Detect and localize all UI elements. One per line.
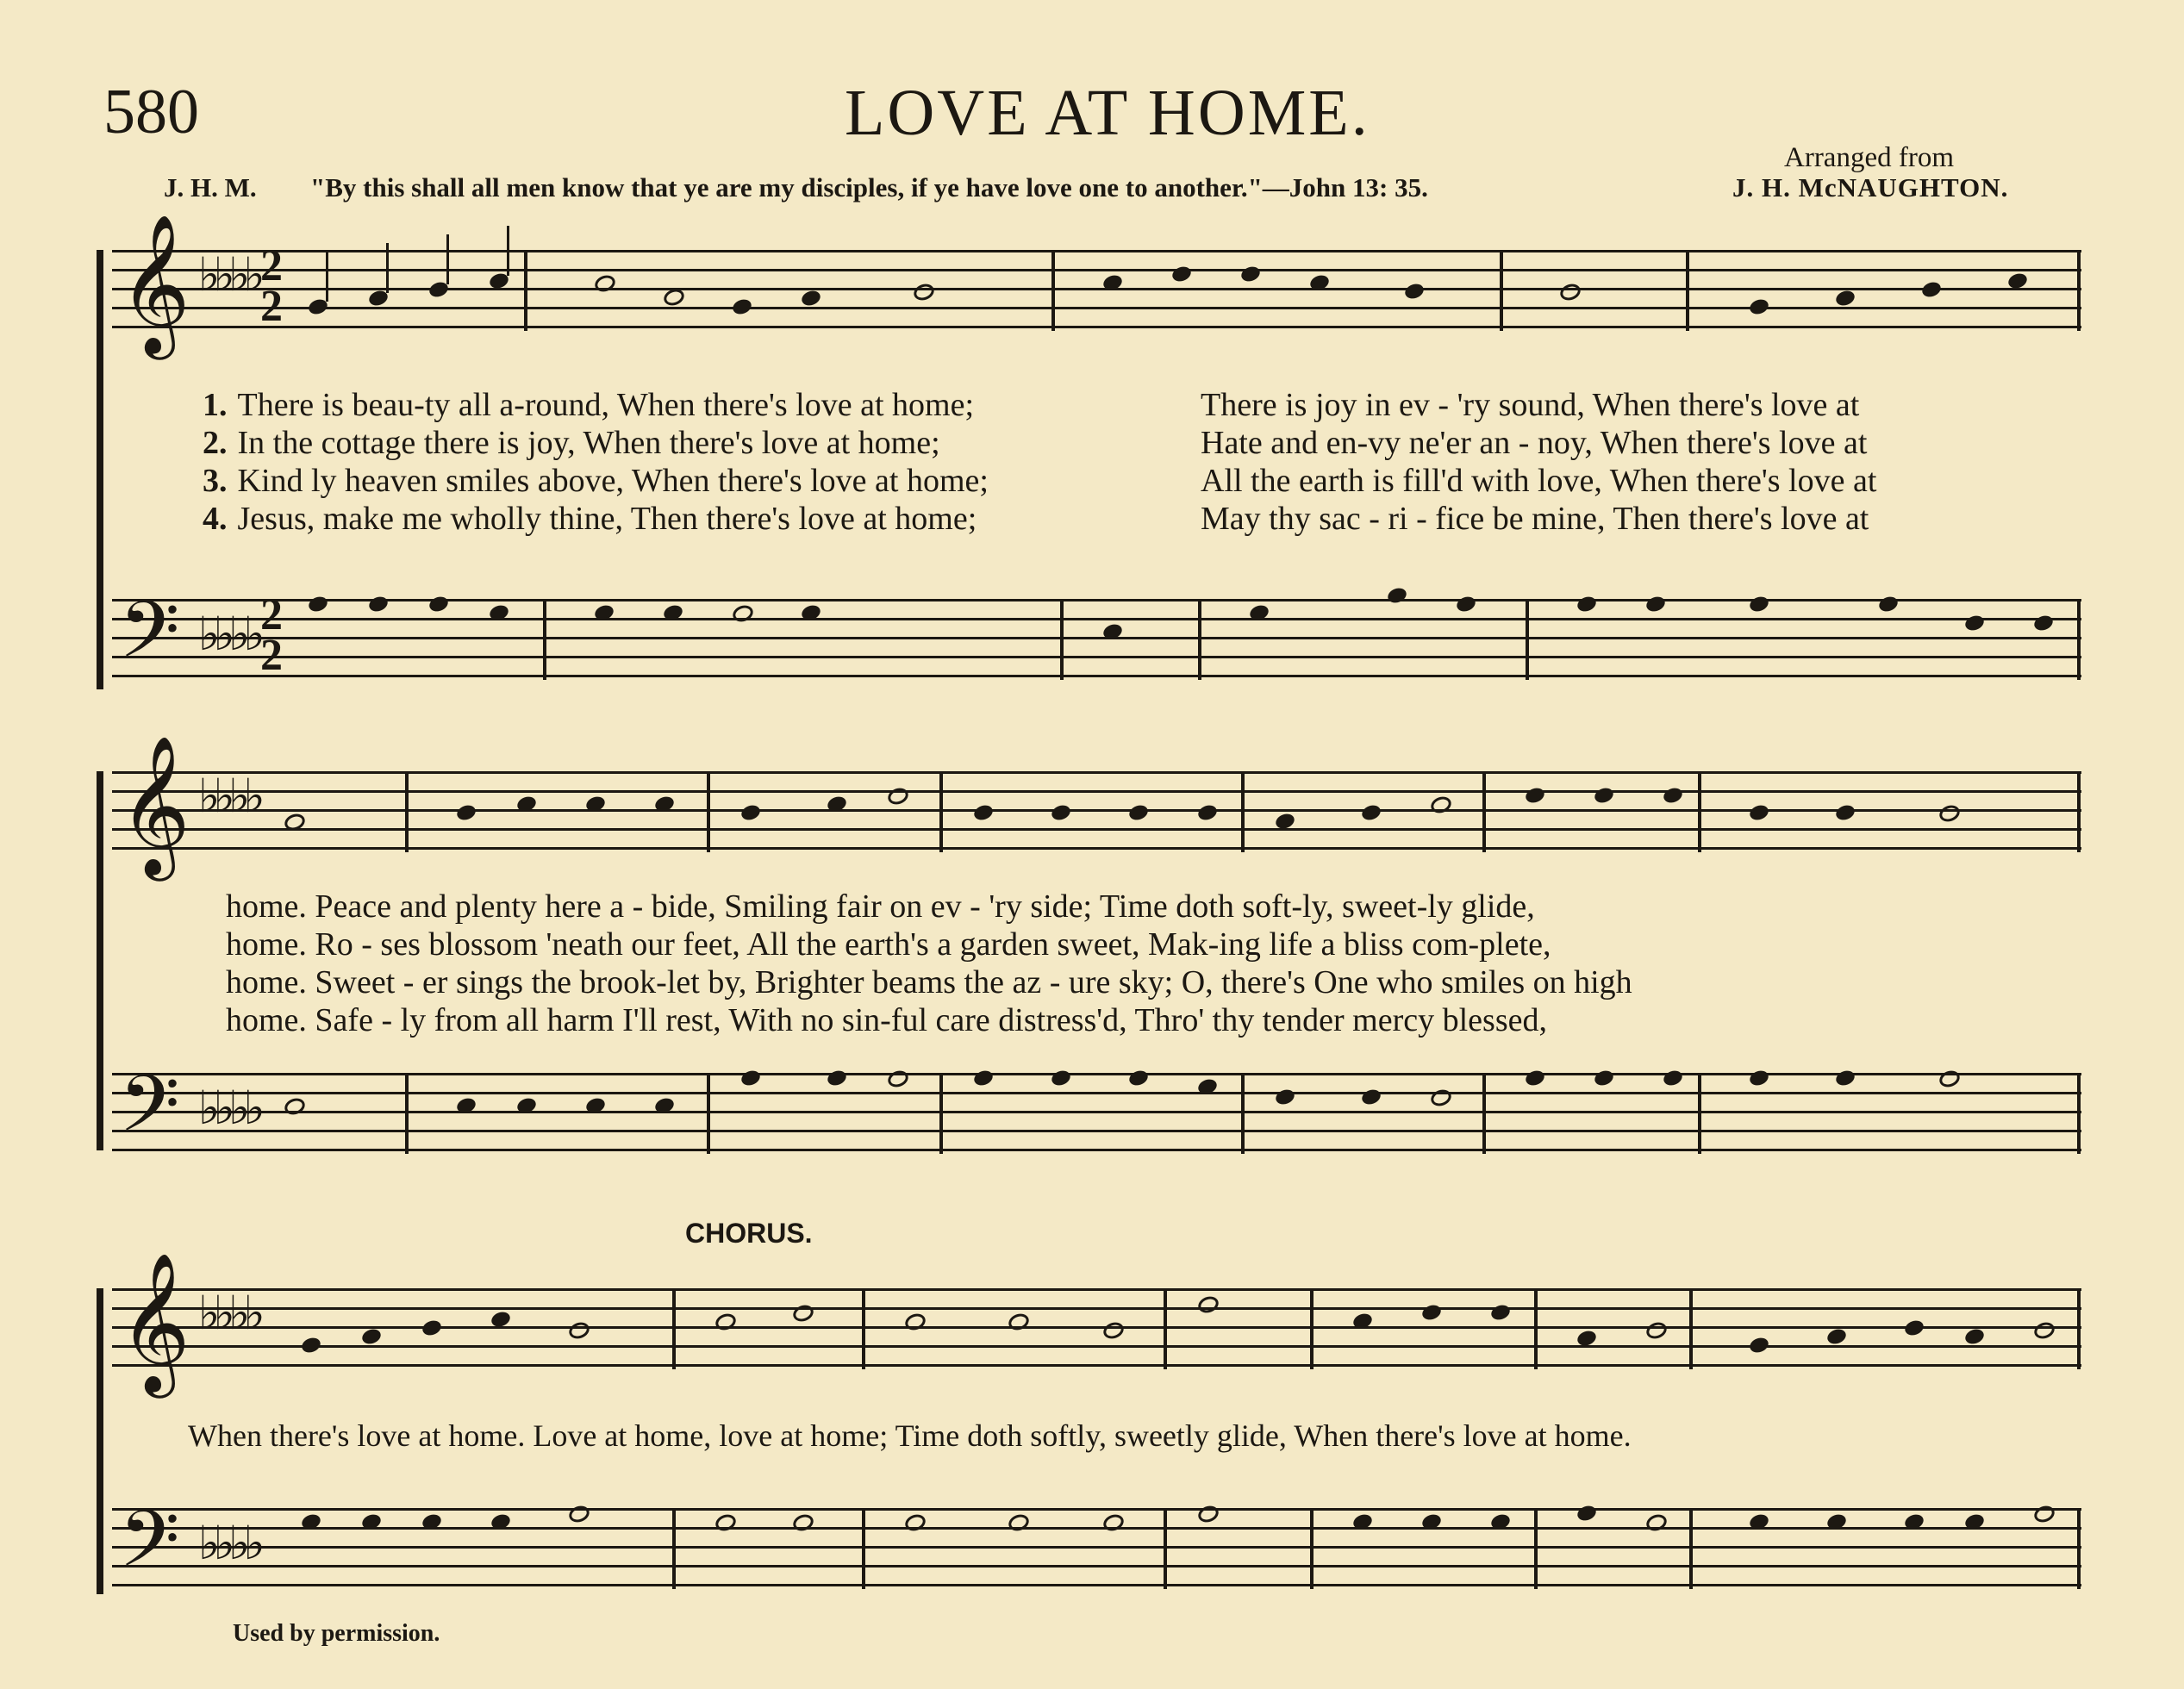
flat-icon: ♭♭♭♭: [198, 607, 259, 661]
bass-clef-icon: 𝄢: [119, 1493, 180, 1604]
system-brace: [97, 1288, 103, 1594]
treble-clef-icon: 𝄞: [119, 214, 190, 354]
verse-number: 2.: [203, 425, 228, 461]
page-number: 580: [103, 77, 199, 147]
verse-line-1: home. Peace and plenty here a - bide, Smiling fair on ev - 'ry side; Time doth soft-ly, sweet-ly glide,: [226, 888, 1535, 925]
verse-line-3: [203, 462, 989, 500]
verse-number: 3.: [203, 463, 228, 499]
permission-note: Used by permission.: [233, 1620, 440, 1647]
verse-line-2: home. Ro - ses blossom 'neath our feet, All the earth's a garden sweet, Mak-ing life a bliss com-plete,: [226, 926, 1551, 963]
chorus-label: CHORUS.: [685, 1218, 813, 1249]
bass-clef-icon: 𝄢: [119, 1058, 180, 1169]
bass-staff: [112, 1058, 2081, 1169]
treble-clef-icon: 𝄞: [119, 735, 190, 876]
arranger-name: J. H. McNAUGHTON.: [1732, 172, 2009, 203]
time-signature: 2 2: [260, 590, 283, 680]
system-brace: [97, 771, 103, 1150]
system-brace: [97, 250, 103, 689]
verse-line-3: home. Sweet - er sings the brook-let by, Brighter beams the az - ure sky; O, there's One who smiles on high: [226, 964, 1632, 1000]
flat-icon: ♭♭♭♭: [198, 1081, 259, 1135]
flat-icon: ♭♭♭♭: [198, 1286, 259, 1340]
verse-text: Jesus, make me wholly thine, Then there's love at home;: [237, 501, 977, 537]
verse-text: In the cottage there is joy, When there's love at home;: [237, 425, 940, 461]
verse-line-1b: There is joy in ev - 'ry sound, When there's love at: [1201, 387, 1860, 423]
verse-line-4: home. Safe - ly from all harm I'll rest, With no sin-ful care distress'd, Thro' thy tender mercy blessed,: [226, 1002, 1547, 1038]
flat-icon: ♭♭♭♭: [198, 769, 259, 823]
verse-text: Kind ly heaven smiles above, When there's love at home;: [237, 463, 989, 499]
chorus-lyric: When there's love at home. Love at home, love at home; Time doth softly, sweetly glide, When there's love at home.: [188, 1418, 1632, 1453]
treble-staff: [112, 214, 2081, 354]
verse-line-2: [203, 424, 940, 462]
treble-staff: [112, 735, 2081, 876]
bass-clef-icon: 𝄢: [119, 584, 180, 695]
epigraph: "By this shall all men know that ye are my disciples, if ye have love one to another."—John 13: 35.: [310, 172, 1428, 203]
hymn-title: LOVE AT HOME.: [845, 77, 1370, 149]
time-signature: 2 2: [260, 241, 283, 331]
bass-staff: [112, 1493, 2081, 1604]
treble-clef-icon: 𝄞: [119, 1252, 190, 1393]
arranged-label: Arranged from: [1784, 142, 1955, 173]
verse-number: 1.: [203, 387, 228, 423]
flat-icon: ♭♭♭♭: [198, 1516, 259, 1570]
treble-staff: [112, 1252, 2081, 1393]
verse-line-4: [203, 500, 977, 538]
bass-staff: [112, 584, 2081, 695]
author-initials: J. H. M.: [164, 172, 257, 203]
verse-text: There is beau-ty all a-round, When there's love at home;: [237, 387, 974, 423]
verse-line-4b: May thy sac - ri - fice be mine, Then there's love at: [1201, 501, 1869, 537]
verse-line-1: [203, 386, 974, 424]
verse-line-3b: All the earth is fill'd with love, When there's love at: [1201, 463, 1877, 499]
bleed-through: [741, 34, 754, 94]
flat-icon: ♭♭♭♭: [198, 247, 259, 302]
verse-line-2b: Hate and en-vy ne'er an - noy, When there's love at: [1201, 425, 1868, 461]
verse-number: 4.: [203, 501, 228, 537]
